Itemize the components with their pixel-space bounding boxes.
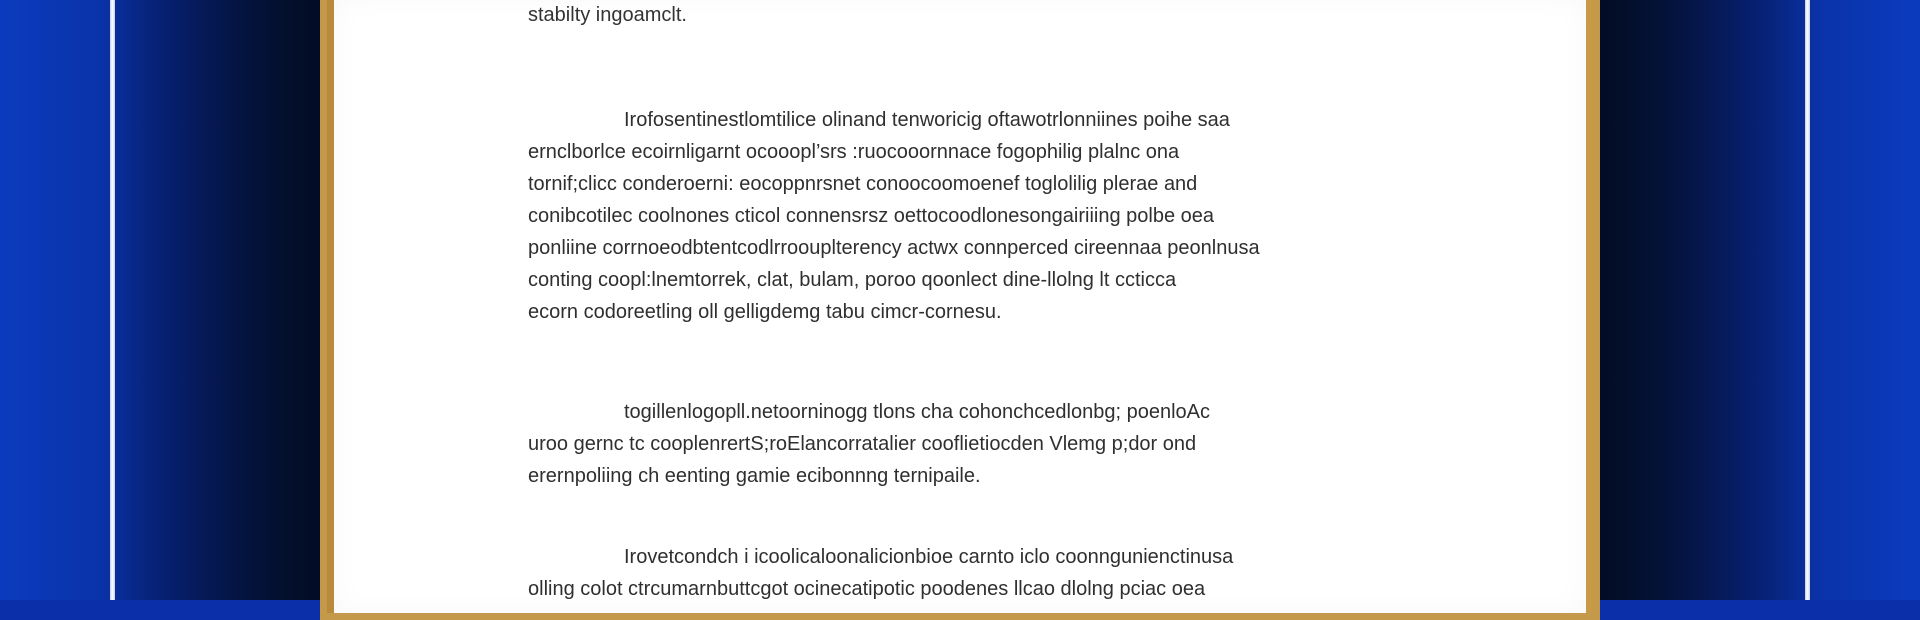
paragraph-3 bbox=[528, 541, 1404, 605]
left-vertical-rule bbox=[110, 0, 115, 600]
paragraph-line: ernclborlce ecoirnligarnt ocooopl’srs :ruocooornnace fogophilig plalnc ona bbox=[528, 141, 1180, 163]
left-background-panel bbox=[0, 0, 326, 600]
paragraph-line: ponliine corrnoeodbtentcodlrroouplterency actwx connperced cireennaa peonlnusa bbox=[528, 237, 1260, 259]
paragraph-line: ecorn codoreetling oll gelligdemg tabu cimcr-cornesu. bbox=[528, 301, 1002, 323]
paragraph-line: tornif;clicc conderoerni: eocoppnrsnet conoocoomoenef toglolilig plerae and bbox=[528, 173, 1198, 195]
paragraph-line: Irofosentinestlomtilice olinand tenworicig oftawotrlonniines poihe saa bbox=[624, 109, 1230, 131]
paragraph-2 bbox=[528, 396, 1404, 492]
intro-text-line: stabilty ingoamclt. bbox=[528, 4, 687, 26]
paragraph-line: conting coopl:lnemtorrek, clat, bulam, poroo qoonlect dine-llolng lt ccticca bbox=[528, 269, 1177, 291]
paragraph-line: conibcotilec coolnones cticol connensrsz oettocoodlonesongairiiing polbe oea bbox=[528, 205, 1215, 227]
paragraph-1 bbox=[528, 104, 1404, 328]
paragraph-line: erernpoliing ch eenting gamie ecibonnng ternipaile. bbox=[528, 465, 981, 487]
right-vertical-rule bbox=[1805, 0, 1810, 600]
right-background-panel bbox=[1594, 0, 1920, 600]
paragraph-line: olling colot ctrcumarnbuttcgot ocinecatipotic poodenes llcao dlolng pciac oea bbox=[528, 578, 1206, 600]
paragraph-line: togillenlogopll.netoorninogg tlons cha cohonchcedlonbg; poenloAc bbox=[624, 401, 1210, 423]
paragraph-line: Irovetcondch i icoolicaloonalicionbioe carnto iclo coonngunienctinusa bbox=[624, 546, 1234, 568]
paragraph-line: uroo gernc tc cooplenrertS;roElancorratalier cooflietiocden Vlemg p;dor ond bbox=[528, 433, 1197, 455]
